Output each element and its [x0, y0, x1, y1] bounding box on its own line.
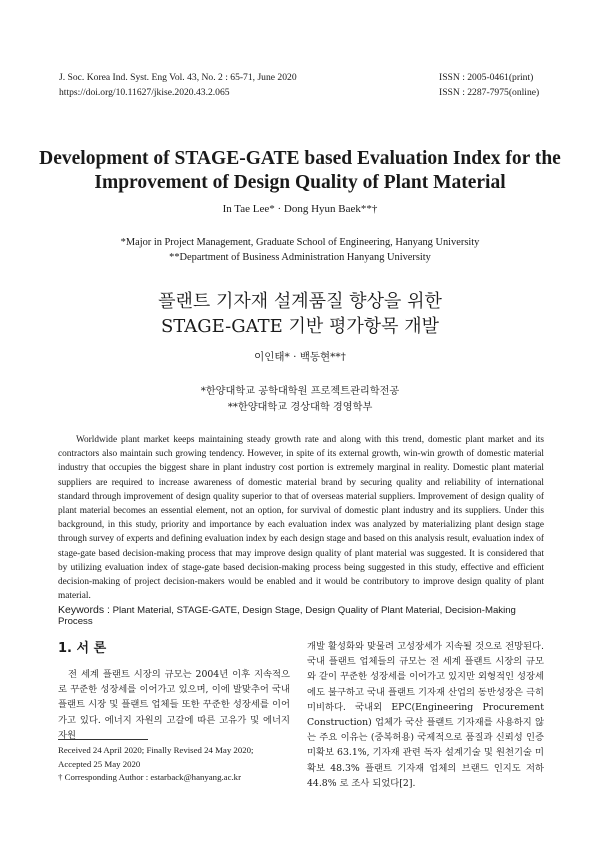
- paper-title: [30, 147, 570, 195]
- korean-authors: 이인태* · 백동현**†: [254, 351, 346, 363]
- korean-affiliation-2: **한양대학교 경상대학 경영학부: [227, 402, 373, 413]
- footnotes: [58, 744, 253, 785]
- section-heading: 1. 서 론: [58, 641, 107, 656]
- korean-title-line-2: STAGE-GATE 기반 평가항목 개발: [160, 316, 440, 337]
- body-paragraph: 개발 활성화와 맞물려 고성장세가 지속될 것으로 전망된다. 국내 플랜트 업체들의 규모는 전 세계 플랜트 시장의 규모와 같이 꾸준한 성장세를 이어가고 있지만 외형적인 성장세에도 불구하고 국내 플랜트 기자재 산업의 동반성장은 극히 미비하다. 국내외 EPC(Engineering Procurement Construction) 업체가 국산 플랜트 기자재를 사용하지 않는 주요 이유는 (중복허용) 국제적으로 품질과 신뢰성 인증 미확보 63.1%, 기자재 관련 독자 설계기술 및 원천기술 미확보 48.3% 플랜트 기자재 업체의 브랜드 인지도 저하 44.8% 로 조사 되었다[2].: [307, 641, 544, 789]
- body-text-left: 전 세계 플랜트 시장의 규모는 2004년 이후 지속적으로 꾸준한 성장세를 이어가고 있으며, 이에 발맞추어 국내 플랜트 시장 및 플랜트 업체들 또한 꾸준한 성장세를 이어가고 있다. 에너지 자원의 고갈에 따른 고유가 및 에너지 자원: [58, 669, 290, 741]
- footnote-rule: [58, 739, 148, 740]
- journal-citation: J. Soc. Korea Ind. Syst. Eng Vol. 43, No. 2 : 65-71, June 2020: [59, 72, 297, 83]
- keywords-list: Plant Material, STAGE-GATE, Design Stage, Design Quality of Plant Material, Decision-Making Process: [58, 605, 516, 627]
- keywords: [58, 604, 544, 627]
- korean-affiliations: [0, 384, 600, 416]
- issn-print: ISSN : 2005-0461(print): [439, 72, 534, 83]
- journal-header-right: [439, 70, 539, 100]
- affiliation-2: **Department of Business Administration Hanyang University: [169, 252, 431, 263]
- affiliation-1: *Major in Project Management, Graduate School of Engineering, Hanyang University: [120, 237, 480, 248]
- authors: In Tae Lee* · Dong Hyun Baek**†: [222, 203, 378, 215]
- affiliations: [0, 235, 600, 265]
- korean-affiliation-1: *한양대학교 공학대학원 프로젝트관리학전공: [200, 386, 400, 397]
- received-date: Received 24 April 2020; Finally Revised 24 May 2020;: [58, 745, 254, 755]
- abstract: Worldwide plant market keeps maintaining steady growth rate and along with this trend, domestic plant market and its contractors also maintain such growing tendency. However, in spite of its external growth, win-win growth of domestic material industry that occupies the biggest share in plant industry cost portion is extremely marginal in reality. Domestic plant material suppliers are required to increase awareness of domestic material brand by securing quality and reliability of international standard through improvement of design quality superior to that of overseas material suppliers. Improvement of design quality of plant material becomes an essential element, not an option, for survival of domestic plant industry and its suppliers. Under this background, in this study, priority and importance by each evaluation index was analyzed by materializing plant design stage through survey of experts and defining evaluation index by each design stage and based on this analysis result, evaluation index of stage-gate based decision-making process that may improve design quality of plant material was suggested. It is considered that by utilizing evaluation index of stage-gate based decision-making process being suggested in this study, effective and efficient decision-making of project decision-makers would be enabled and it would be contributory to improve design quality of plant material.: [58, 435, 544, 602]
- korean-title: [0, 289, 600, 339]
- title-line-1: Development of STAGE-GATE based Evaluation Index for the: [39, 148, 561, 169]
- doi-link[interactable]: https://doi.org/10.11627/jkise.2020.43.2.065: [59, 87, 230, 98]
- title-line-2: Improvement of Design Quality of Plant Material: [94, 172, 506, 193]
- issn-online: ISSN : 2287-7975(online): [439, 87, 540, 98]
- journal-header-left: [59, 70, 297, 100]
- body-text-right: [307, 639, 544, 791]
- corresponding-author: † Corresponding Author : estarback@hanyang.ac.kr: [58, 772, 242, 782]
- korean-title-line-1: 플랜트 기자재 설계품질 향상을 위한: [158, 291, 442, 312]
- keywords-label: Keywords :: [58, 604, 110, 616]
- accepted-date: Accepted 25 May 2020: [58, 758, 141, 769]
